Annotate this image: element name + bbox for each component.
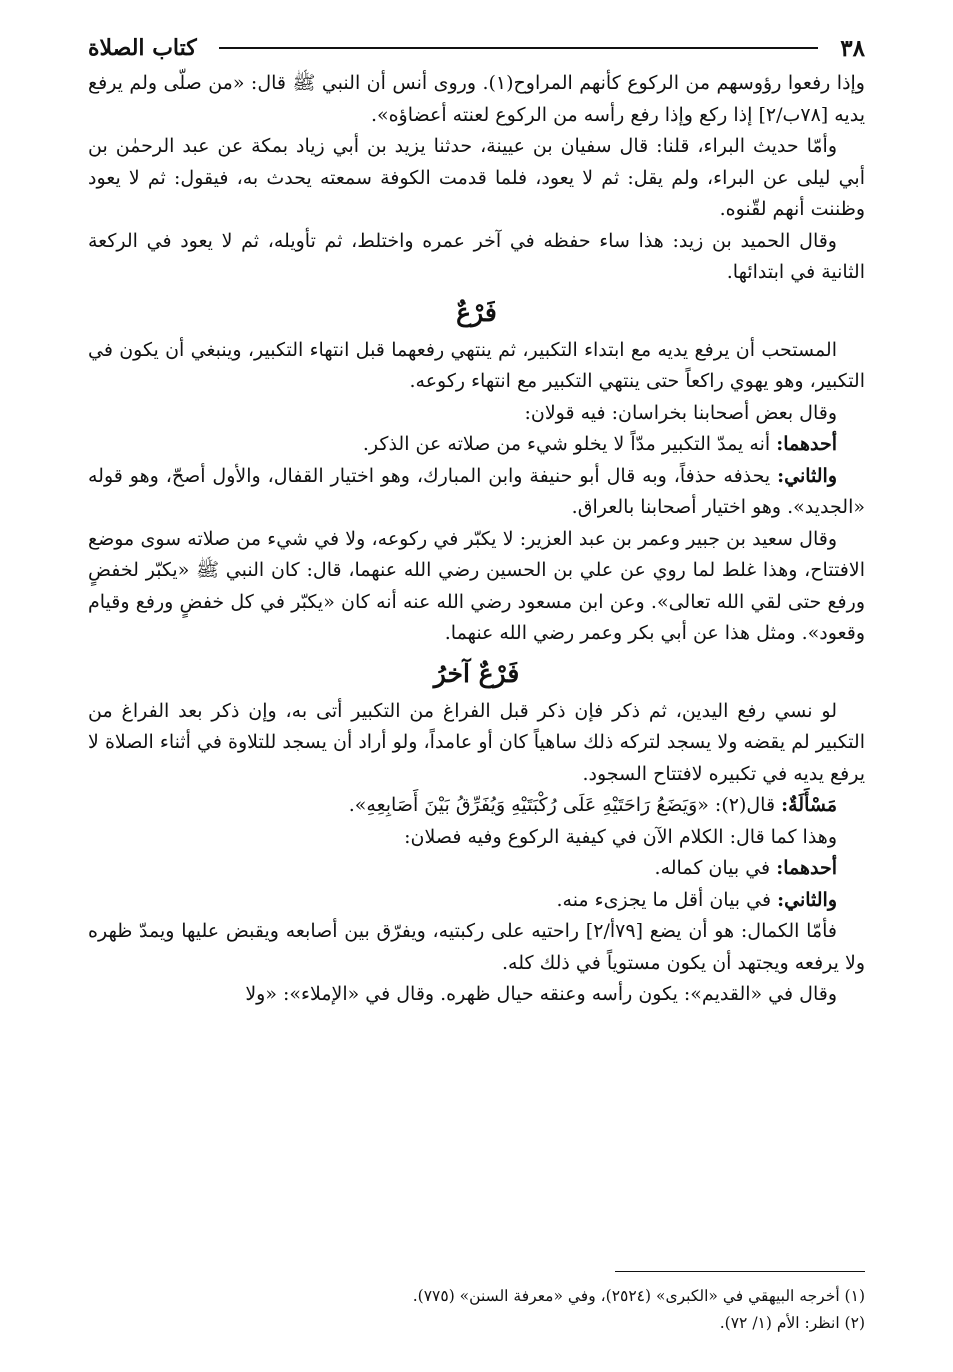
book-page xyxy=(88,28,865,1352)
paragraph-lead: والثاني: xyxy=(777,464,837,487)
paragraph xyxy=(88,429,865,461)
paragraph xyxy=(88,853,865,885)
paragraph xyxy=(88,790,865,822)
footnotes xyxy=(88,1283,865,1337)
paragraph: لو نسي رفع اليدين، ثم ذكر فإن ذكر قبل الفراغ من التكبير أتى به، وإن ذكر بعد الفراغ من التكبير لم يقضه ولا يسجد لتركه ذلك ساهياً كان أو عامداً، ولو أراد أن يسجد للتلاوة في أثناء الصلاة لا يرفع يديه في تكبيره لافتتاح السجود. xyxy=(88,699,865,785)
paragraph: فأمّا الكمال: هو أن يضع [٧٩أ/٢] راحتيه على ركبتيه، ويفرّق بين أصابعه ويقبض عليها ويمدّ ظهره ولا يرفعه ويجتهد أن يكون مستوياً في ذلك كله. xyxy=(88,920,865,974)
paragraph-lead: أحدهما: xyxy=(776,857,837,879)
paragraph: المستحب أن يرفع يديه مع ابتداء التكبير، ثم ينتهي رفعهما قبل انتهاء التكبير، وينبغي أن يكون في التكبير، وهو يهوي راكعاً حتى ينتهي التكبير مع انتهاء ركوعه. xyxy=(88,338,865,392)
section-heading: فَرْعٌ xyxy=(456,297,497,327)
paragraph: وقال الحميد بن زيد: هذا ساء حفظه في آخر عمره واختلط، ثم تأويله، ثم لا يعود في الركعة الثانية في ابتدائها. xyxy=(88,229,865,283)
paragraph-text: يحذفه حذفاً، وبه قال أبو حنيفة وابن المبارك، وهو اختيار القفال، والأول أصحّ، وهو قوله «الجديد». وهو اختيار أصحابنا بالعراق. xyxy=(88,464,865,518)
page-number: ٣٨ xyxy=(840,34,865,62)
paragraph-text: أنه يمدّ التكبير مدّاً لا يخلو شيء من صلاته عن الذكر. xyxy=(362,433,777,455)
paragraph: وقال بعض أصحابنا بخراسان: فيه قولان: xyxy=(524,401,837,424)
paragraph: وأمّا حديث البراء، قلنا: قال سفيان بن عيينة، حدثنا يزيد بن أبي زياد بمكة عن عبد الرحمٰن بن أبي ليلى عن البراء، ولم يقل: ثم لا يعود، فلما قدمت الكوفة سمعته يحدث به، فيقول: ثم لا يعود وظننت أنهم لقّنوه. xyxy=(88,135,865,220)
paragraph: وقال سعيد بن جبير وعمر بن عبد العزير: لا يكبّر في ركوعه، ولا في شيء من صلاته سوى موضع الافتتاح، وهذا غلط لما روي عن علي بن الحسين رضي الله عنهما، قال: كان النبي ﷺ «يكبّر لخفضٍ ورفع حتى لقي الله تعالى». وعن ابن مسعود رضي الله عنه أنه كان «يكبّر في كل خفضٍ ورفع وقيام وقعود». ومثل هذا عن أبي بكر وعمر رضي الله عنهما. xyxy=(88,527,865,644)
header-rule xyxy=(219,47,819,49)
page-header xyxy=(88,28,865,68)
paragraph-lead: مَسْأَلَةٌ: xyxy=(781,794,837,816)
paragraph: وقال في «القديم»: يكون رأسه وعنقه حيال ظهره. وقال في «الإملاء»: «ولا xyxy=(245,983,837,1005)
section-heading: فَرْعٌ آخرُ xyxy=(433,658,520,688)
footnote: (٢) انظر: الأم (١/ ٧٢). xyxy=(719,1314,865,1332)
paragraph xyxy=(88,461,865,524)
paragraph-text: في بيان أقل ما يجزىء منه. xyxy=(556,888,778,911)
main-text xyxy=(88,68,865,1011)
footnote: (١) أخرجه البيهقي في «الكبرى» (٢٥٢٤)، وفي «معرفة السنن» (٧٧٥). xyxy=(412,1287,865,1305)
book-title: كتاب الصلاة xyxy=(88,35,197,61)
paragraph: وهذا كما قال: الكلام الآن في كيفية الركوع وفيه فصلان: xyxy=(404,825,837,848)
paragraph-lead: أحدهما: xyxy=(776,433,837,455)
footnote-rule xyxy=(615,1271,865,1272)
paragraph: وإذا رفعوا رؤوسهم من الركوع كأنهم المراوح(١). وروى أنس أن النبي ﷺ قال: «من صلّى ولم يرفع يديه [٧٨ب/٢] إذا ركع وإذا رفع رأسه من الركوع لعنته أعضاؤه». xyxy=(88,72,865,126)
paragraph-lead: والثاني: xyxy=(777,888,837,911)
paragraph-text: في بيان كماله. xyxy=(654,857,777,879)
paragraph-text: قال(٢): «وَيَضَعُ رَاحَتَيْهِ عَلَى رُكْبَتَيْهِ وَيُفَرِّقُ بَيْنَ أَصَابِعِهِ». xyxy=(348,794,782,816)
paragraph xyxy=(88,885,865,917)
